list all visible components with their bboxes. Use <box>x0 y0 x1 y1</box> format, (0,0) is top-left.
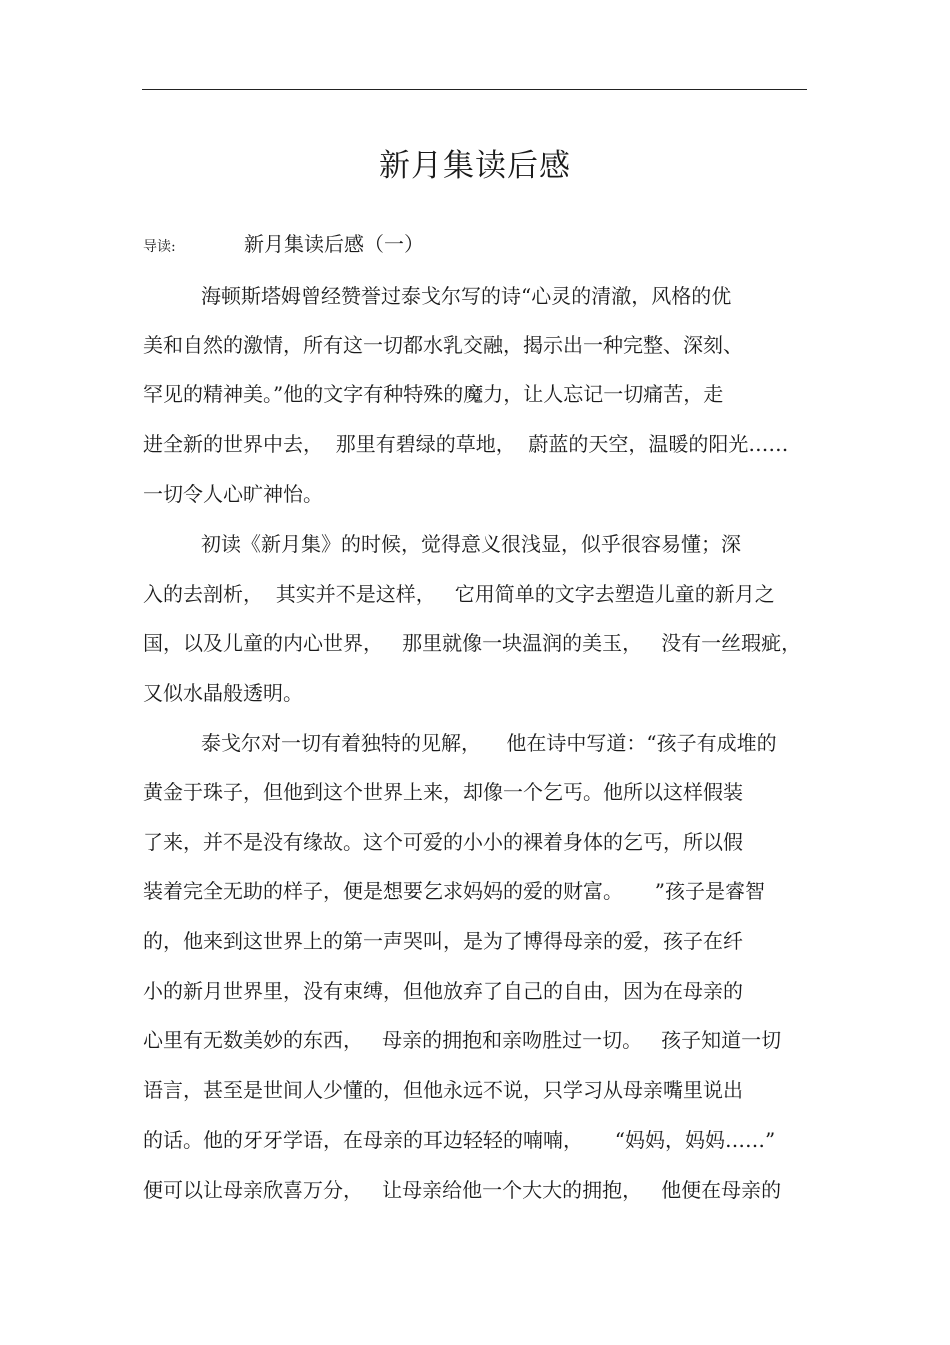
body-line: 装着完全无助的样子，便是想要乞求妈妈的爱的财富。 ”孩子是睿智 <box>143 879 766 903</box>
intro-label: 导读: <box>143 239 176 255</box>
body-line: 心里有无数美妙的东西， 母亲的拥抱和亲吻胜过一切。 孩子知道一切 <box>143 1028 782 1052</box>
body-line: 罕见的精神美。”他的文字有种特殊的魔力，让人忘记一切痛苦，走 <box>143 382 724 406</box>
page-title: 新月集读后感 <box>379 148 571 184</box>
body-line: 便可以让母亲欣喜万分， 让母亲给他一个大大的拥抱， 他便在母亲的 <box>143 1178 782 1202</box>
body-line: 美和自然的激情，所有这一切都水乳交融，揭示出一种完整、深刻、 <box>143 333 743 357</box>
body-line: 黄金于珠子，但他到这个世界上来，却像一个乞丐。他所以这样假装 <box>143 780 743 804</box>
intro-text: 新月集读后感（一） <box>244 232 424 256</box>
body-line: 了来，并不是没有缘故。这个可爱的小小的裸着身体的乞丐，所以假 <box>143 830 743 854</box>
body-line: 海顿斯塔姆曾经赞誉过泰戈尔写的诗“心灵的清澈，风格的优 <box>201 284 732 308</box>
body-line: 一切令人心旷神怡。 <box>143 482 323 506</box>
body-line: 小的新月世界里，没有束缚，但他放弃了自己的自由，因为在母亲的 <box>143 979 743 1003</box>
body-line: 又似水晶般透明。 <box>143 681 303 705</box>
body-line: 语言，甚至是世间人少懂的，但他永远不说，只学习从母亲嘴里说出 <box>143 1078 743 1102</box>
body-line: 初读《新月集》的时候，觉得意义很浅显，似乎很容易懂；深 <box>201 532 741 556</box>
body-line: 的，他来到这世界上的第一声哭叫，是为了博得母亲的爱，孩子在纤 <box>143 929 743 953</box>
body-line: 的话。他的牙牙学语，在母亲的耳边轻轻的喃喃， “妈妈，妈妈……” <box>143 1128 776 1152</box>
header-rule <box>142 89 807 90</box>
body-line: 泰戈尔对一切有着独特的见解， 他在诗中写道：“孩子有成堆的 <box>201 731 777 755</box>
body-line: 进全新的世界中去， 那里有碧绿的草地， 蔚蓝的天空，温暖的阳光…… <box>143 432 789 456</box>
body-line: 入的去剖析， 其实并不是这样， 它用简单的文字去塑造儿童的新月之 <box>143 582 775 606</box>
body-line: 国，以及儿童的内心世界， 那里就像一块温润的美玉， 没有一丝瑕疵， <box>143 631 802 655</box>
